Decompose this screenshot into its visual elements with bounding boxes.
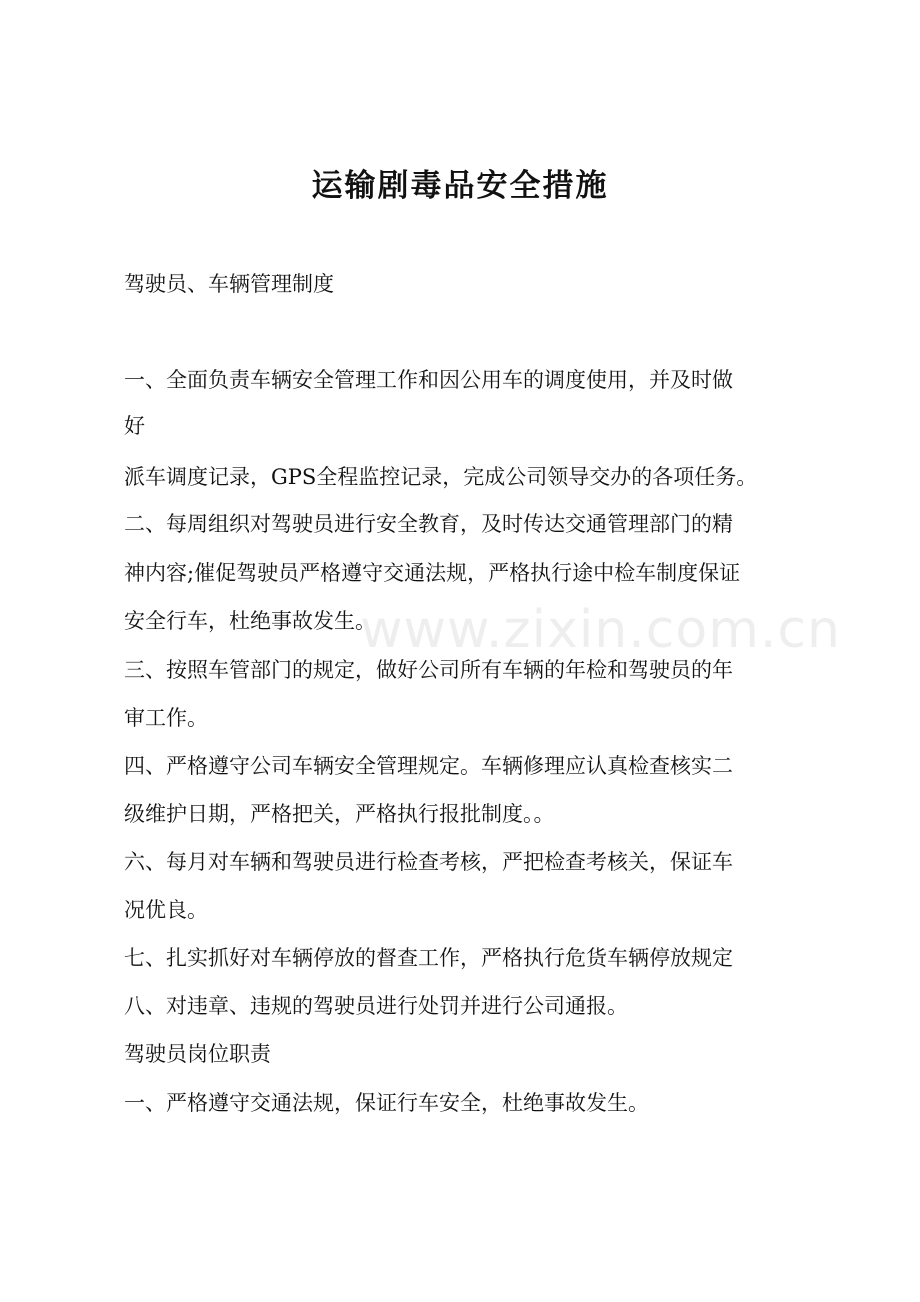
section-heading-vehicle-management: 驾驶员、车辆管理制度 [124,272,334,296]
paragraph-line: 安全行车，杜绝事故发生。 [124,609,376,633]
paragraph-line: 三、按照车管部门的规定，做好公司所有车辆的年检和驾驶员的年 [124,658,733,682]
paragraph-line: 况优良。 [124,898,208,922]
paragraph-line: 一、严格遵守交通法规，保证行车安全，杜绝事故发生。 [124,1091,649,1115]
paragraph-line: 八、对违章、违规的驾驶员进行处罚并进行公司通报。 [124,994,628,1018]
section-heading-driver-duties: 驾驶员岗位职责 [124,1042,271,1066]
paragraph-line: 四、严格遵守公司车辆安全管理规定。车辆修理应认真检查核实二 [124,754,733,778]
paragraph-line: 级维护日期，严格把关，严格执行报批制度。。 [124,802,555,826]
paragraph-line: 七、扎实抓好对车辆停放的督查工作，严格执行危货车辆停放规定 [124,946,733,970]
paragraph-line: 一、全面负责车辆安全管理工作和因公用车的调度使用，并及时做 [124,368,733,392]
paragraph-line: 神内容;催促驾驶员严格遵守交通法规，严格执行途中检车制度保证 [124,561,741,585]
paragraph-line: 好 [124,414,145,438]
document-title: 运输剧毒品安全措施 [311,168,609,204]
paragraph-line: 二、每周组织对驾驶员进行安全教育，及时传达交通管理部门的精 [124,512,733,536]
watermark: www.zixin.com.cn [360,600,841,660]
paragraph-line: 审工作。 [124,706,208,730]
paragraph-line: 派车调度记录，GPS全程监控记录，完成公司领导交办的各项任务。 [124,465,758,489]
paragraph-line: 六、每月对车辆和驾驶员进行检查考核，严把检查考核关，保证车 [124,850,733,874]
